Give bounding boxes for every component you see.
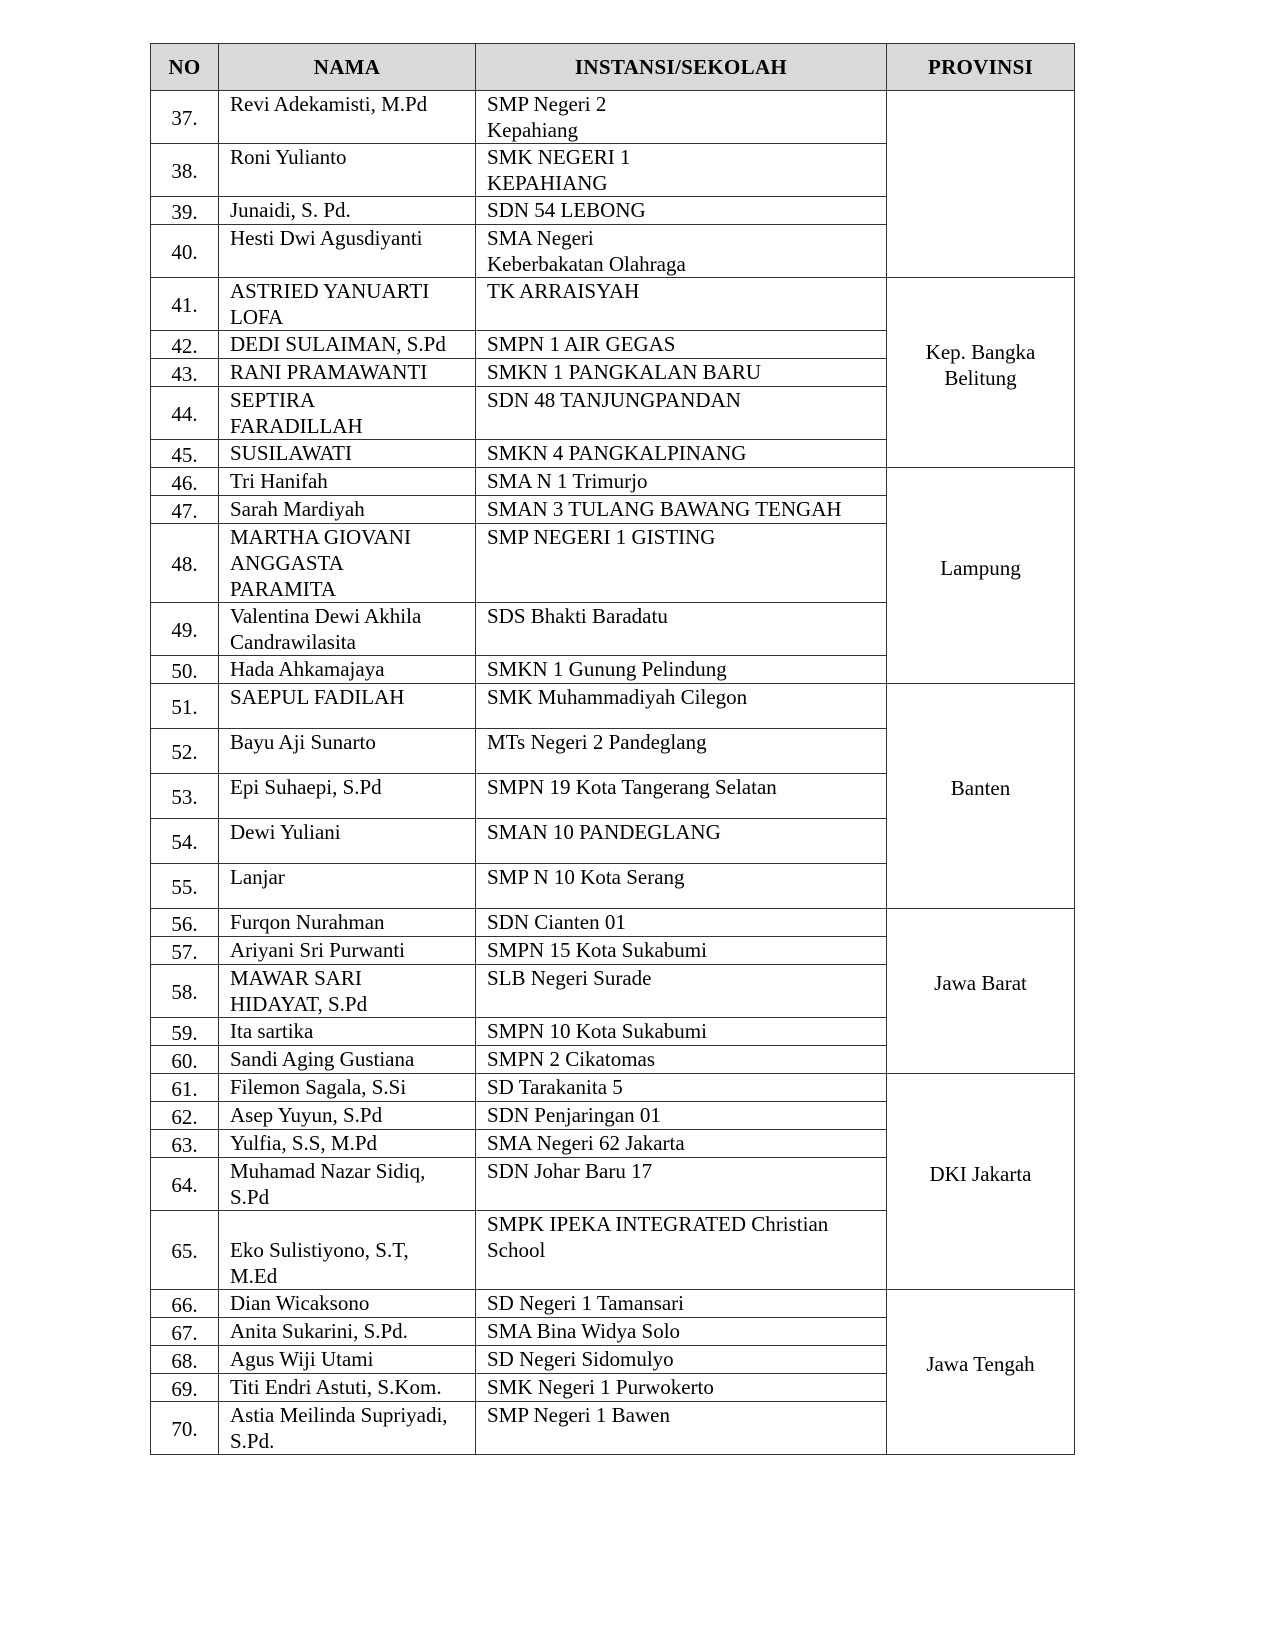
institution-cell: MTs Negeri 2 Pandeglang [476,729,887,774]
name-cell: Sarah Mardiyah [219,496,476,524]
row-number-cell [151,440,219,468]
institution-cell: SMP Negeri 2 Kepahiang [476,91,887,144]
row-number-cell [151,1402,219,1455]
header-instansi: INSTANSI/SEKOLAH [476,44,887,91]
row-number: 42. [171,333,198,358]
table-row [151,91,1075,144]
name-cell: Filemon Sagala, S.Si [219,1074,476,1102]
province-name: Jawa Tengah [926,1352,1035,1376]
row-number: 50. [171,658,198,683]
row-number: 37. [171,106,198,130]
name-cell: Valentina Dewi Akhila Candrawilasita [219,603,476,656]
row-number-cell [151,144,219,197]
name-cell: Bayu Aji Sunarto [219,729,476,774]
institution-cell: SD Negeri 1 Tamansari [476,1290,887,1318]
institution-cell: SMKN 1 Gunung Pelindung [476,656,887,684]
name-cell: SEPTIRA FARADILLAH [219,387,476,440]
province-name: Banten [950,776,1011,800]
province-cell [887,91,1075,278]
row-number-cell [151,387,219,440]
name-cell: Muhamad Nazar Sidiq, S.Pd [219,1158,476,1211]
row-number-cell [151,656,219,684]
institution-cell: SMAN 3 TULANG BAWANG TENGAH [476,496,887,524]
row-number: 60. [171,1048,198,1073]
row-number-cell [151,774,219,819]
table-row [151,684,1075,729]
name-cell: Junaidi, S. Pd. [219,197,476,225]
row-number-cell [151,278,219,331]
name-cell: Hesti Dwi Agusdiyanti [219,225,476,278]
row-number-cell [151,864,219,909]
institution-cell: SMP Negeri 1 Bawen [476,1402,887,1455]
province-cell [887,278,1075,468]
row-number: 51. [171,695,198,719]
row-number: 69. [171,1376,198,1401]
province-cell [887,1290,1075,1455]
institution-cell: SMA Negeri Keberbakatan Olahraga [476,225,887,278]
name-cell: RANI PRAMAWANTI [219,359,476,387]
name-cell: Dian Wicaksono [219,1290,476,1318]
name-cell: Anita Sukarini, S.Pd. [219,1318,476,1346]
row-number-cell [151,197,219,225]
row-number-cell [151,1211,219,1290]
header-nama: NAMA [219,44,476,91]
name-cell: Astia Meilinda Supriyadi, S.Pd. [219,1402,476,1455]
institution-cell: SD Tarakanita 5 [476,1074,887,1102]
name-cell: Ariyani Sri Purwanti [219,937,476,965]
institution-cell: SDN 48 TANJUNGPANDAN [476,387,887,440]
row-number-cell [151,496,219,524]
row-number-cell [151,1318,219,1346]
row-number-cell [151,1374,219,1402]
row-number: 39. [171,199,198,224]
province-cell [887,684,1075,909]
name-cell: SAEPUL FADILAH [219,684,476,729]
institution-cell: SMKN 4 PANGKALPINANG [476,440,887,468]
institution-cell: SMA Negeri 62 Jakarta [476,1130,887,1158]
name-cell: Roni Yulianto [219,144,476,197]
institution-cell: SDN Cianten 01 [476,909,887,937]
row-number: 62. [171,1104,198,1129]
row-number-cell [151,225,219,278]
institution-cell: SMKN 1 PANGKALAN BARU [476,359,887,387]
name-cell: Asep Yuyun, S.Pd [219,1102,476,1130]
institution-cell: SMPN 2 Cikatomas [476,1046,887,1074]
institution-cell: SMPN 19 Kota Tangerang Selatan [476,774,887,819]
table-row [151,1290,1075,1318]
name-cell: Tri Hanifah [219,468,476,496]
row-number-cell [151,1046,219,1074]
row-number: 44. [171,402,198,426]
name-cell: Ita sartika [219,1018,476,1046]
institution-cell: SDS Bhakti Baradatu [476,603,887,656]
name-cell: Revi Adekamisti, M.Pd [219,91,476,144]
row-number: 41. [171,293,198,317]
header-row [151,44,1075,91]
row-number-cell [151,1346,219,1374]
row-number: 63. [171,1132,198,1157]
row-number: 56. [171,911,198,936]
province-cell [887,468,1075,684]
province-name: Lampung [940,555,1021,580]
row-number: 58. [171,980,198,1004]
institution-cell: SD Negeri Sidomulyo [476,1346,887,1374]
table-row [151,278,1075,331]
row-number: 57. [171,939,198,964]
row-number-cell [151,331,219,359]
row-number: 48. [171,552,198,576]
institution-cell: SMPK IPEKA INTEGRATED Christian School [476,1211,887,1290]
name-cell: Epi Suhaepi, S.Pd [219,774,476,819]
row-number-cell [151,468,219,496]
header-provinsi: PROVINSI [887,44,1075,91]
row-number-cell [151,965,219,1018]
row-number: 40. [171,240,198,264]
institution-cell: TK ARRAISYAH [476,278,887,331]
row-number-cell [151,1158,219,1211]
row-number: 52. [171,740,198,764]
row-number: 70. [171,1417,198,1441]
institution-cell: SMPN 10 Kota Sukabumi [476,1018,887,1046]
row-number-cell [151,909,219,937]
row-number: 38. [171,159,198,183]
row-number: 49. [171,618,198,642]
row-number: 53. [171,785,198,809]
name-cell: Lanjar [219,864,476,909]
row-number: 59. [171,1020,198,1045]
row-number: 66. [171,1292,198,1317]
name-cell: Yulfia, S.S, M.Pd [219,1130,476,1158]
institution-cell: SMA Bina Widya Solo [476,1318,887,1346]
institution-cell: SMK Muhammadiyah Cilegon [476,684,887,729]
institution-cell: SMA N 1 Trimurjo [476,468,887,496]
name-cell: MAWAR SARI HIDAYAT, S.Pd [219,965,476,1018]
institution-cell: SMP N 10 Kota Serang [476,864,887,909]
name-cell: Titi Endri Astuti, S.Kom. [219,1374,476,1402]
province-name: DKI Jakarta [929,1161,1032,1186]
row-number-cell [151,1074,219,1102]
institution-cell: SDN Penjaringan 01 [476,1102,887,1130]
institution-cell: SDN 54 LEBONG [476,197,887,225]
institution-cell: SMK Negeri 1 Purwokerto [476,1374,887,1402]
name-cell: DEDI SULAIMAN, S.Pd [219,331,476,359]
row-number: 43. [171,361,198,386]
province-cell [887,1074,1075,1290]
name-cell: ASTRIED YANUARTI LOFA [219,278,476,331]
row-number-cell [151,359,219,387]
row-number-cell [151,1018,219,1046]
row-number-cell [151,937,219,965]
name-cell: Agus Wiji Utami [219,1346,476,1374]
institution-cell: SDN Johar Baru 17 [476,1158,887,1211]
row-number-cell [151,684,219,729]
province-cell [887,909,1075,1074]
row-number: 45. [171,442,198,467]
participant-table [150,43,1075,1455]
name-cell: Furqon Nurahman [219,909,476,937]
name-cell: Eko Sulistiyono, S.T, M.Ed [219,1211,476,1290]
row-number-cell [151,1290,219,1318]
row-number-cell [151,1130,219,1158]
institution-cell: SMPN 15 Kota Sukabumi [476,937,887,965]
province-name: Kep. Bangka Belitung [925,339,1036,390]
table-row [151,1074,1075,1102]
row-number-cell [151,91,219,144]
row-number: 65. [171,1239,198,1263]
row-number-cell [151,819,219,864]
table-row [151,468,1075,496]
name-cell: MARTHA GIOVANI ANGGASTA PARAMITA [219,524,476,603]
province-name: Jawa Barat [934,971,1027,995]
name-cell: Sandi Aging Gustiana [219,1046,476,1074]
row-number: 61. [171,1076,198,1101]
row-number: 68. [171,1348,198,1373]
name-cell: SUSILAWATI [219,440,476,468]
institution-cell: SMK NEGERI 1 KEPAHIANG [476,144,887,197]
header-no: NO [151,44,219,91]
row-number: 46. [171,470,198,495]
institution-cell: SLB Negeri Surade [476,965,887,1018]
row-number: 47. [171,498,198,523]
row-number-cell [151,729,219,774]
institution-cell: SMP NEGERI 1 GISTING [476,524,887,603]
name-cell: Dewi Yuliani [219,819,476,864]
institution-cell: SMAN 10 PANDEGLANG [476,819,887,864]
row-number: 55. [171,875,198,899]
table-row [151,909,1075,937]
name-cell: Hada Ahkamajaya [219,656,476,684]
row-number-cell [151,1102,219,1130]
row-number: 64. [171,1173,198,1197]
row-number-cell [151,524,219,603]
row-number: 54. [171,830,198,854]
row-number-cell [151,603,219,656]
row-number: 67. [171,1320,198,1345]
table-body [151,91,1075,1455]
institution-cell: SMPN 1 AIR GEGAS [476,331,887,359]
